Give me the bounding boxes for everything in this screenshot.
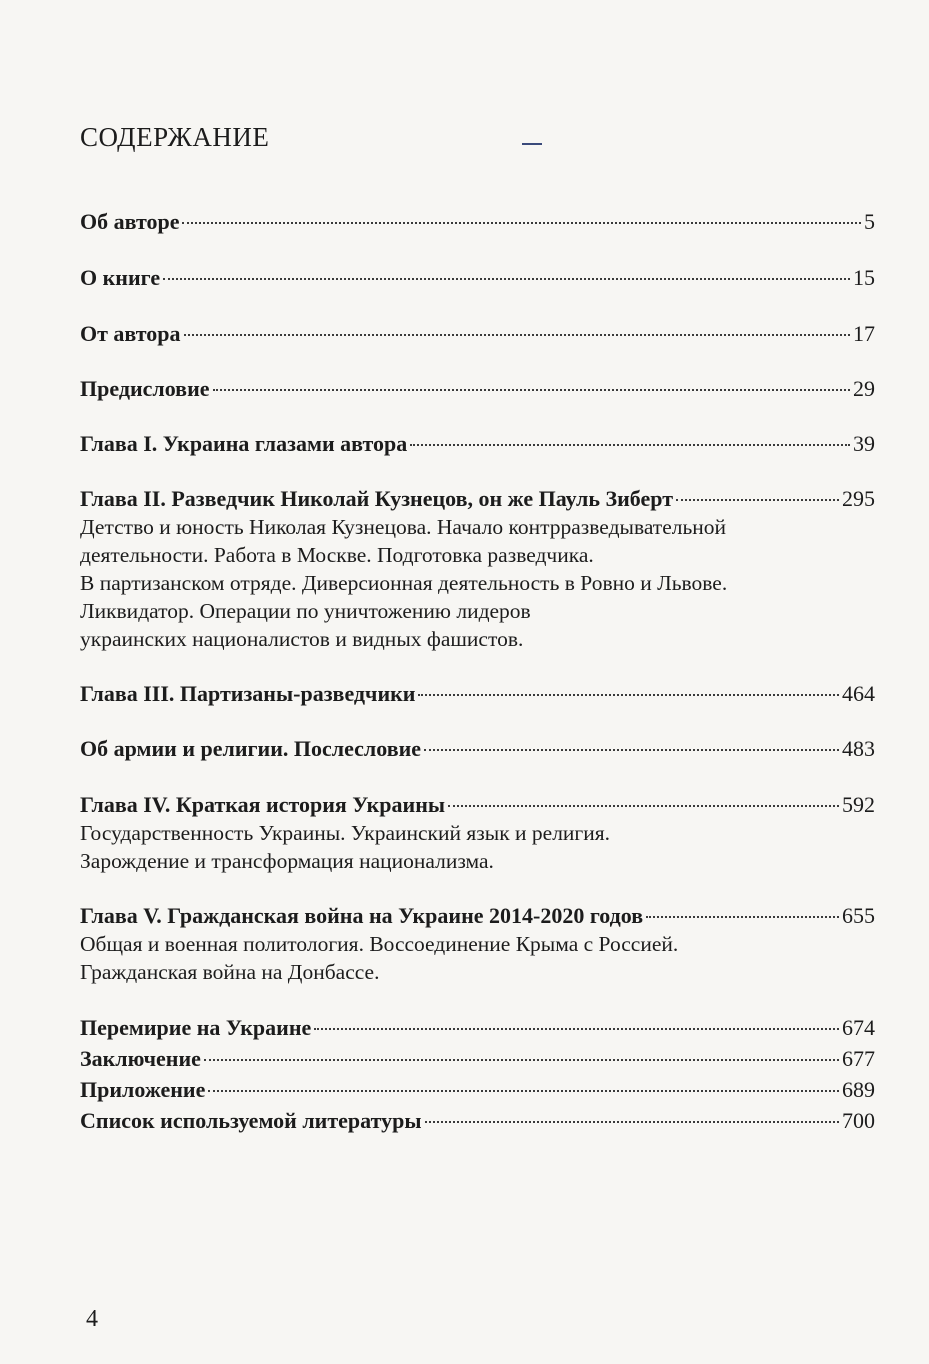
leader-dots (184, 312, 850, 336)
entry-page: 700 (842, 1108, 875, 1133)
entry-description-line: В партизанском отряде. Диверсионная деятельность в Ровно и Львове. (80, 571, 728, 595)
toc-entry-chapter-2[interactable] (80, 482, 875, 653)
toc-entry-preface[interactable] (80, 372, 875, 403)
leader-dots (182, 200, 861, 224)
page-number: 4 (86, 1306, 98, 1332)
entry-label: Об армии и религии. Послесловие (80, 736, 422, 761)
leader-dots (424, 727, 839, 751)
entry-label: От автора (80, 321, 181, 346)
entry-description-line: Государственность Украины. Украинский язык и религия. (80, 821, 611, 845)
entry-page: 15 (853, 265, 875, 290)
entry-label: Глава IV. Краткая история Украины (80, 792, 446, 817)
entry-label: Приложение (80, 1077, 206, 1102)
entry-description-line: Зарождение и трансформация национализма. (80, 849, 494, 873)
leader-dots (163, 256, 850, 280)
toc-entry-from-author[interactable] (80, 317, 875, 348)
entry-label: Глава V. Гражданская война на Украине 2014-2020 годов (80, 903, 644, 928)
entry-label: Список используемой литературы (80, 1108, 422, 1133)
entry-page: 464 (842, 681, 875, 706)
page-title: СОДЕРЖАНИЕ (80, 122, 270, 152)
leader-dots (425, 1099, 839, 1123)
entry-label: Глава I. Украина глазами автора (80, 431, 408, 456)
entry-label: Глава III. Партизаны-разведчики (80, 681, 416, 706)
leader-dots (204, 1037, 839, 1061)
entry-page: 5 (864, 209, 875, 234)
entry-description-line: Детство и юность Николая Кузнецова. Начало контрразведывательной (80, 515, 727, 539)
toc-entry-chapter-4[interactable] (80, 788, 875, 875)
leader-dots (418, 672, 839, 696)
toc-final-block (80, 1011, 875, 1135)
entry-page: 483 (842, 736, 875, 761)
toc-entry-army-religion[interactable] (80, 732, 875, 763)
leader-dots (314, 1006, 839, 1030)
entry-page: 655 (842, 903, 875, 928)
entry-page: 295 (842, 486, 875, 511)
entry-page: 674 (842, 1015, 875, 1040)
toc-entry-chapter-5[interactable] (80, 899, 875, 986)
entry-label: Глава II. Разведчик Николай Кузнецов, он же Пауль Зиберт (80, 486, 674, 511)
entry-page: 592 (842, 792, 875, 817)
entry-label: Заключение (80, 1046, 201, 1071)
leader-dots (646, 894, 839, 918)
toc-entry-about-book[interactable] (80, 261, 875, 292)
entry-description-line: деятельности. Работа в Москве. Подготовка разведчика. (80, 543, 594, 567)
entry-description-line: Ликвидатор. Операции по уничтожению лидеров (80, 599, 531, 623)
toc-entry-bibliography[interactable] (80, 1104, 875, 1135)
entry-description-line: украинских националистов и видных фашистов. (80, 627, 524, 651)
entry-page: 17 (853, 321, 875, 346)
entry-page: 689 (842, 1077, 875, 1102)
entry-label: Предисловие (80, 376, 210, 401)
entry-label: Об авторе (80, 209, 180, 234)
toc-entry-chapter-1[interactable] (80, 427, 875, 458)
entry-label: О книге (80, 265, 161, 290)
leader-dots (676, 477, 839, 501)
leader-dots (208, 1068, 839, 1092)
decorative-dash (522, 143, 542, 145)
leader-dots (410, 422, 850, 446)
entry-label: Перемирие на Украине (80, 1015, 312, 1040)
leader-dots (448, 783, 839, 807)
entry-page: 677 (842, 1046, 875, 1071)
entry-description-line: Гражданская война на Донбассе. (80, 960, 380, 984)
toc-entry-chapter-3[interactable] (80, 677, 875, 708)
entry-page: 29 (853, 376, 875, 401)
leader-dots (213, 367, 850, 391)
toc-entry-about-author[interactable] (80, 205, 875, 236)
entry-page: 39 (853, 431, 875, 456)
entry-description-line: Общая и военная политология. Воссоединение Крыма с Россией. (80, 932, 679, 956)
